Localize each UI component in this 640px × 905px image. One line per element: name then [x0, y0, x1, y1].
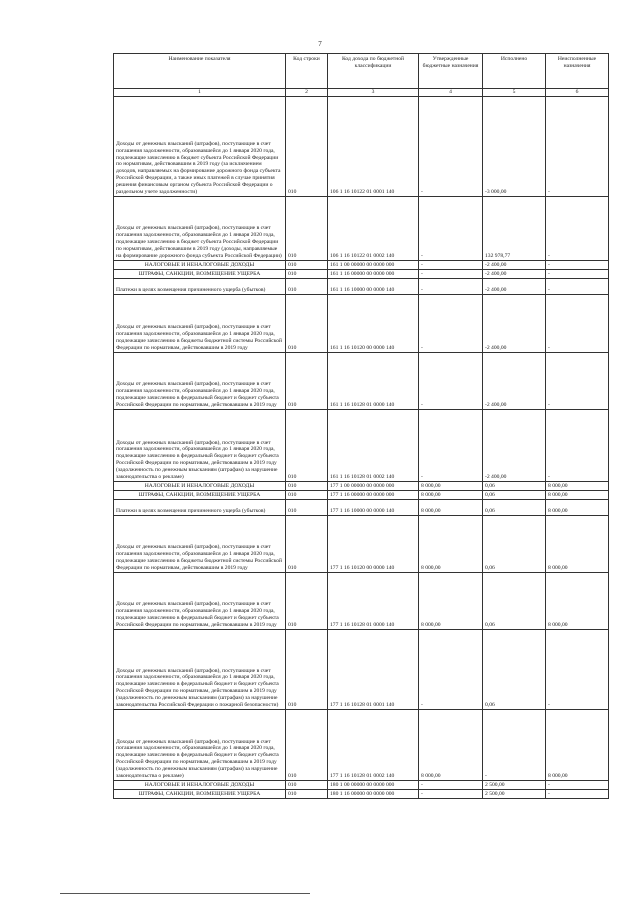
row-line-code: 010 — [286, 573, 328, 630]
row-executed: -3 000,00 — [483, 97, 546, 197]
row-unexecuted: - — [546, 270, 609, 279]
table-row — [114, 97, 609, 197]
row-name: Доходы от денежных взысканий (штрафов), поступающие в счет погашения задолженности, образовавшейся до 1 января 2020 года, подлежащие зачислению в федеральный бюджет и бюджет субъекта Российской Федерации по нормативам, действовавшим в 2019 году (задолженность по денежным взысканиям (штрафам) за нарушение законодательства Российской Федерации о пожарной безопасности) — [114, 630, 286, 710]
table-row — [114, 790, 609, 799]
row-name: Доходы от денежных взысканий (штрафов), поступающие в счет погашения задолженности, образовавшейся до 1 января 2020 года, подлежащие зачислению в федеральный бюджет и бюджет субъекта Российской Федерации по нормативам, действовавшим в 2019 году — [114, 573, 286, 630]
row-executed: 0,06 — [483, 516, 546, 573]
footer-rule — [60, 893, 310, 894]
row-name: ШТРАФЫ, САНКЦИИ, ВОЗМЕЩЕНИЕ УЩЕРБА — [114, 270, 286, 279]
row-executed: -2 400,00 — [483, 261, 546, 270]
row-executed: 2 500,00 — [483, 790, 546, 799]
row-income-code: 177 1 00 00000 00 0000 000 — [328, 482, 419, 491]
row-executed: -2 400,00 — [483, 353, 546, 410]
row-line-code: 010 — [286, 279, 328, 295]
row-executed: 0,06 — [483, 482, 546, 491]
table-row — [114, 781, 609, 790]
row-income-code: 161 1 16 00000 00 0000 000 — [328, 270, 419, 279]
row-income-code: 106 1 16 10122 01 0002 140 — [328, 197, 419, 261]
row-income-code: 177 1 16 10128 01 0002 140 — [328, 710, 419, 781]
table-row — [114, 279, 609, 295]
table-row — [114, 482, 609, 491]
row-unexecuted: - — [546, 261, 609, 270]
row-approved: 8 000,00 — [419, 516, 483, 573]
page-number: 7 — [318, 40, 322, 48]
row-unexecuted: - — [546, 781, 609, 790]
column-header-income-code: Код дохода по бюджетной классификации — [328, 54, 419, 89]
column-number-row — [114, 89, 609, 97]
row-approved: 8 000,00 — [419, 491, 483, 500]
row-unexecuted: - — [546, 353, 609, 410]
row-name: Платежи в целях возмещения причиненного ущерба (убытков) — [114, 500, 286, 516]
row-executed: -2 400,00 — [483, 270, 546, 279]
row-executed: -2 400,00 — [483, 410, 546, 482]
row-approved: 8 000,00 — [419, 482, 483, 491]
row-name: НАЛОГОВЫЕ И НЕНАЛОГОВЫЕ ДОХОДЫ — [114, 482, 286, 491]
row-line-code: 010 — [286, 97, 328, 197]
column-header-line-code: Код строки — [286, 54, 328, 89]
row-unexecuted: 8 000,00 — [546, 500, 609, 516]
row-approved: - — [419, 261, 483, 270]
row-name: Доходы от денежных взысканий (штрафов), поступающие в счет погашения задолженности, образовавшейся до 1 января 2020 года, подлежащие зачислению в федеральный бюджет и бюджет субъекта Российской Федерации по нормативам, действовавшим в 2019 году (задолженность по денежным взысканиям (штрафам) за нарушение законодательства о рекламе) — [114, 710, 286, 781]
row-executed: 132 978,77 — [483, 197, 546, 261]
row-unexecuted: - — [546, 97, 609, 197]
row-line-code: 010 — [286, 781, 328, 790]
table-row — [114, 630, 609, 710]
row-line-code: 010 — [286, 516, 328, 573]
row-line-code: 010 — [286, 410, 328, 482]
row-unexecuted: - — [546, 630, 609, 710]
row-executed: 0,06 — [483, 491, 546, 500]
row-line-code: 010 — [286, 790, 328, 799]
row-approved: - — [419, 781, 483, 790]
row-line-code: 010 — [286, 491, 328, 500]
row-unexecuted: - — [546, 410, 609, 482]
row-approved: - — [419, 410, 483, 482]
row-income-code: 177 1 16 00000 00 0000 000 — [328, 491, 419, 500]
row-unexecuted: 8 000,00 — [546, 573, 609, 630]
row-line-code: 010 — [286, 710, 328, 781]
table-row — [114, 295, 609, 353]
row-income-code: 161 1 16 10128 01 0002 140 — [328, 410, 419, 482]
row-approved: - — [419, 790, 483, 799]
row-line-code: 010 — [286, 270, 328, 279]
row-unexecuted: 8 000,00 — [546, 516, 609, 573]
row-approved: - — [419, 630, 483, 710]
column-number: 3 — [328, 89, 419, 97]
row-name: Доходы от денежных взысканий (штрафов), поступающие в счет погашения задолженности, образовавшейся до 1 января 2020 года, подлежащие зачислению в федеральный бюджет и бюджет субъекта Российской Федерации по нормативам, действовавшим в 2019 году — [114, 353, 286, 410]
row-approved: - — [419, 270, 483, 279]
table-row — [114, 516, 609, 573]
row-income-code: 177 1 16 10128 01 0000 140 — [328, 573, 419, 630]
header-row — [114, 54, 609, 89]
row-name: ШТРАФЫ, САНКЦИИ, ВОЗМЕЩЕНИЕ УЩЕРБА — [114, 491, 286, 500]
row-line-code: 010 — [286, 261, 328, 270]
table-row — [114, 491, 609, 500]
row-unexecuted: 8 000,00 — [546, 710, 609, 781]
row-unexecuted: - — [546, 295, 609, 353]
row-income-code: 180 1 00 00000 00 0000 000 — [328, 781, 419, 790]
row-name: НАЛОГОВЫЕ И НЕНАЛОГОВЫЕ ДОХОДЫ — [114, 781, 286, 790]
column-header-approved: Утвержденные бюджетные назначения — [419, 54, 483, 89]
column-header-executed: Исполнено — [483, 54, 546, 89]
row-approved: - — [419, 279, 483, 295]
row-unexecuted: 8 000,00 — [546, 491, 609, 500]
row-income-code: 161 1 00 00000 00 0000 000 — [328, 261, 419, 270]
row-name: Доходы от денежных взысканий (штрафов), поступающие в счет погашения задолженности, образовавшейся до 1 января 2020 года, подлежащие зачислению в бюджет субъекта Российской Федерации по нормативам, действовавшим в 2019 году (за исключением доходов, направляемых на формирование дорожного фонда субъекта Российской Федерации, а также иных платежей в случае принятия решения финансовым органом субъекта Российской Федерации о раздельном учете задолженности) — [114, 97, 286, 197]
row-line-code: 010 — [286, 630, 328, 710]
column-number: 2 — [286, 89, 328, 97]
row-income-code: 177 1 16 10000 00 0000 140 — [328, 500, 419, 516]
row-income-code: 161 1 16 10128 01 0000 140 — [328, 353, 419, 410]
row-income-code: 180 1 16 00000 00 0000 000 — [328, 790, 419, 799]
row-unexecuted: - — [546, 197, 609, 261]
table-row — [114, 353, 609, 410]
row-income-code: 177 1 16 10128 01 0001 140 — [328, 630, 419, 710]
row-line-code: 010 — [286, 500, 328, 516]
row-executed: 2 500,00 — [483, 781, 546, 790]
row-name: Доходы от денежных взысканий (штрафов), поступающие в счет погашения задолженности, образовавшейся до 1 января 2020 года, подлежащие зачислению в бюджет субъекта Российской Федерации по нормативам, действовавшим в 2019 году (доходы, направляемые на формирование дорожного фонда субъекта Российской Федерации) — [114, 197, 286, 261]
row-name: Доходы от денежных взысканий (штрафов), поступающие в счет погашения задолженности, образовавшейся до 1 января 2020 года, подлежащие зачислению в бюджеты бюджетной системы Российской Федерации по нормативам, действовавшим в 2019 году — [114, 516, 286, 573]
row-executed: -2 400,00 — [483, 279, 546, 295]
column-header-name: Наименование показателя — [114, 54, 286, 89]
row-name: Доходы от денежных взысканий (штрафов), поступающие в счет погашения задолженности, образовавшейся до 1 января 2020 года, подлежащие зачислению в бюджеты бюджетной системы Российской Федерации по нормативам, действовавшим в 2019 году — [114, 295, 286, 353]
row-executed: - — [483, 710, 546, 781]
row-executed: 0,06 — [483, 573, 546, 630]
row-approved: 8 000,00 — [419, 500, 483, 516]
column-number: 6 — [546, 89, 609, 97]
row-unexecuted: - — [546, 790, 609, 799]
table-row — [114, 710, 609, 781]
row-approved: - — [419, 295, 483, 353]
table-row — [114, 197, 609, 261]
row-approved: - — [419, 353, 483, 410]
row-line-code: 010 — [286, 482, 328, 491]
row-name: Доходы от денежных взысканий (штрафов), поступающие в счет погашения задолженности, образовавшейся до 1 января 2020 года, подлежащие зачислению в федеральный бюджет и бюджет субъекта Российской Федерации по нормативам, действовавшим в 2019 году (задолженность по денежным взысканиям (штрафам) за нарушение законодательства о рекламе) — [114, 410, 286, 482]
table-row — [114, 270, 609, 279]
row-line-code: 010 — [286, 295, 328, 353]
row-executed: 0,06 — [483, 500, 546, 516]
row-income-code: 177 1 16 10120 00 0000 140 — [328, 516, 419, 573]
table-row — [114, 573, 609, 630]
column-number: 4 — [419, 89, 483, 97]
row-executed: -2 400,00 — [483, 295, 546, 353]
column-number: 1 — [114, 89, 286, 97]
row-approved: - — [419, 197, 483, 261]
row-name: ШТРАФЫ, САНКЦИИ, ВОЗМЕЩЕНИЕ УЩЕРБА — [114, 790, 286, 799]
row-income-code: 161 1 16 10000 00 0000 140 — [328, 279, 419, 295]
column-header-unexecuted: Неисполненные назначения — [546, 54, 609, 89]
row-approved: - — [419, 97, 483, 197]
row-income-code: 161 1 16 10120 00 0000 140 — [328, 295, 419, 353]
row-executed: 0,06 — [483, 630, 546, 710]
table-row — [114, 410, 609, 482]
row-line-code: 010 — [286, 353, 328, 410]
table-row — [114, 261, 609, 270]
row-name: Платежи в целях возмещения причиненного ущерба (убытков) — [114, 279, 286, 295]
row-unexecuted: 8 000,00 — [546, 482, 609, 491]
row-approved: 8 000,00 — [419, 710, 483, 781]
table-row — [114, 500, 609, 516]
row-unexecuted: - — [546, 279, 609, 295]
column-number: 5 — [483, 89, 546, 97]
report-body — [114, 97, 609, 799]
row-approved: 8 000,00 — [419, 573, 483, 630]
row-income-code: 106 1 16 10122 01 0001 140 — [328, 97, 419, 197]
row-line-code: 010 — [286, 197, 328, 261]
row-name: НАЛОГОВЫЕ И НЕНАЛОГОВЫЕ ДОХОДЫ — [114, 261, 286, 270]
income-report-table — [113, 53, 609, 799]
